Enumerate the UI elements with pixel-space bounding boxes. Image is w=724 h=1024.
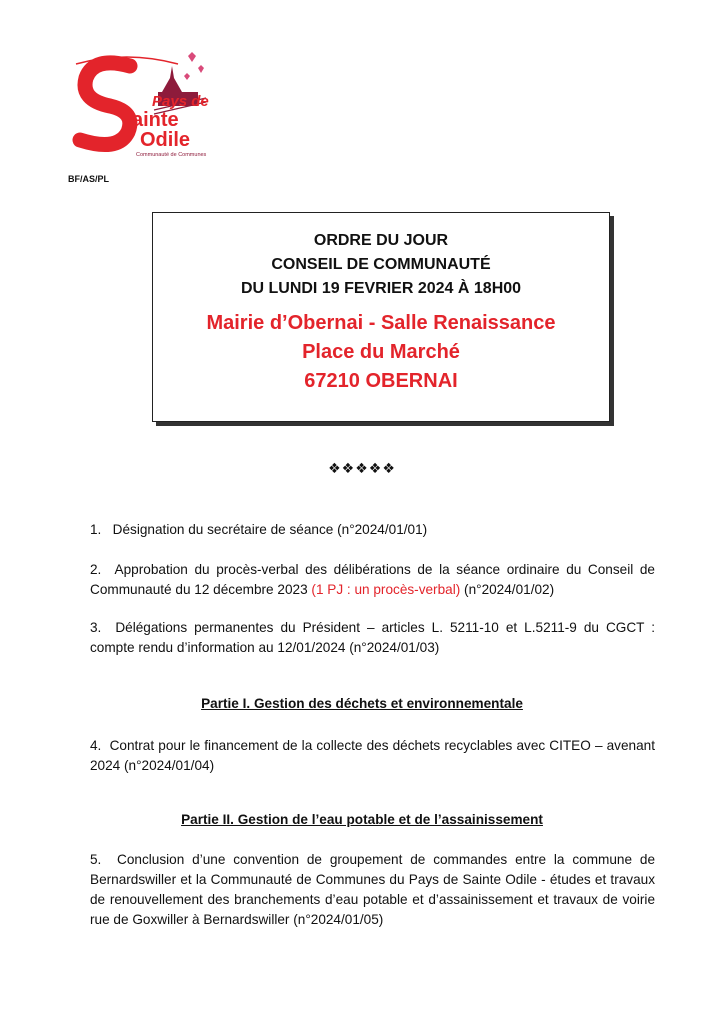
logo-tagline: Communauté de Communes [136,152,207,158]
header-council: CONSEIL DE COMMUNAUTÉ [271,256,491,273]
logo-line-2: ainte [132,109,179,131]
venue-street: Place du Marché [302,341,460,363]
agenda-item-2-text: 2. Approbation du procès-verbal des délibérations de la séance ordinaire du Conseil de Communauté du 12 décembre 2023 [90,562,655,597]
agenda-item-3: 3. Délégations permanentes du Président – articles L. 5211-10 et L.5211-9 du CGCT : compte rendu d’information au 12/01/2024 (n°2024/01/03) [90,620,655,655]
agenda-item-2 [90,560,655,600]
separator-ornament: ❖❖❖❖❖ [328,460,396,476]
logo-line-1: Pays de [152,93,209,110]
agenda-item-1: 1. Désignation du secrétaire de séance (n°2024/01/01) [90,522,428,537]
venue-hall: Mairie d’Obernai - Salle Renaissance [206,312,556,334]
header-title: ORDRE DU JOUR [313,232,449,249]
agenda-item-2-ref: (n°2024/01/02) [460,582,555,597]
venue-city: 67210 OBERNAI [304,370,458,392]
logo-graphic [66,48,216,160]
section-heading-1: Partie I. Gestion des déchets et environnementale [201,696,523,711]
logo [66,48,216,160]
header-date: DU LUNDI 19 FEVRIER 2024 À 18H00 [240,280,522,297]
logo-line-3: Odile [140,129,191,151]
agenda-item-5: 5. Conclusion d’une convention de groupement de commandes entre la commune de Bernardswiller et la Communauté de Communes du Pays de Sainte Odile - études et travaux de renouvellement des branchements d’eau potable et d’assainissement et travaux de voirie rue de Goxwiller à Bernardswiller (n°2024/01/05) [90,852,655,927]
section-heading-2: Partie II. Gestion de l’eau potable et de l’assainissement [181,812,543,827]
agenda-item-2-attachment: (1 PJ : un procès-verbal) [311,582,461,597]
agenda-item-4: 4. Contrat pour le financement de la collecte des déchets recyclables avec CITEO – avenant 2024 (n°2024/01/04) [90,738,655,773]
document-reference: BF/AS/PL [68,174,110,184]
agenda-header-box [152,212,610,422]
